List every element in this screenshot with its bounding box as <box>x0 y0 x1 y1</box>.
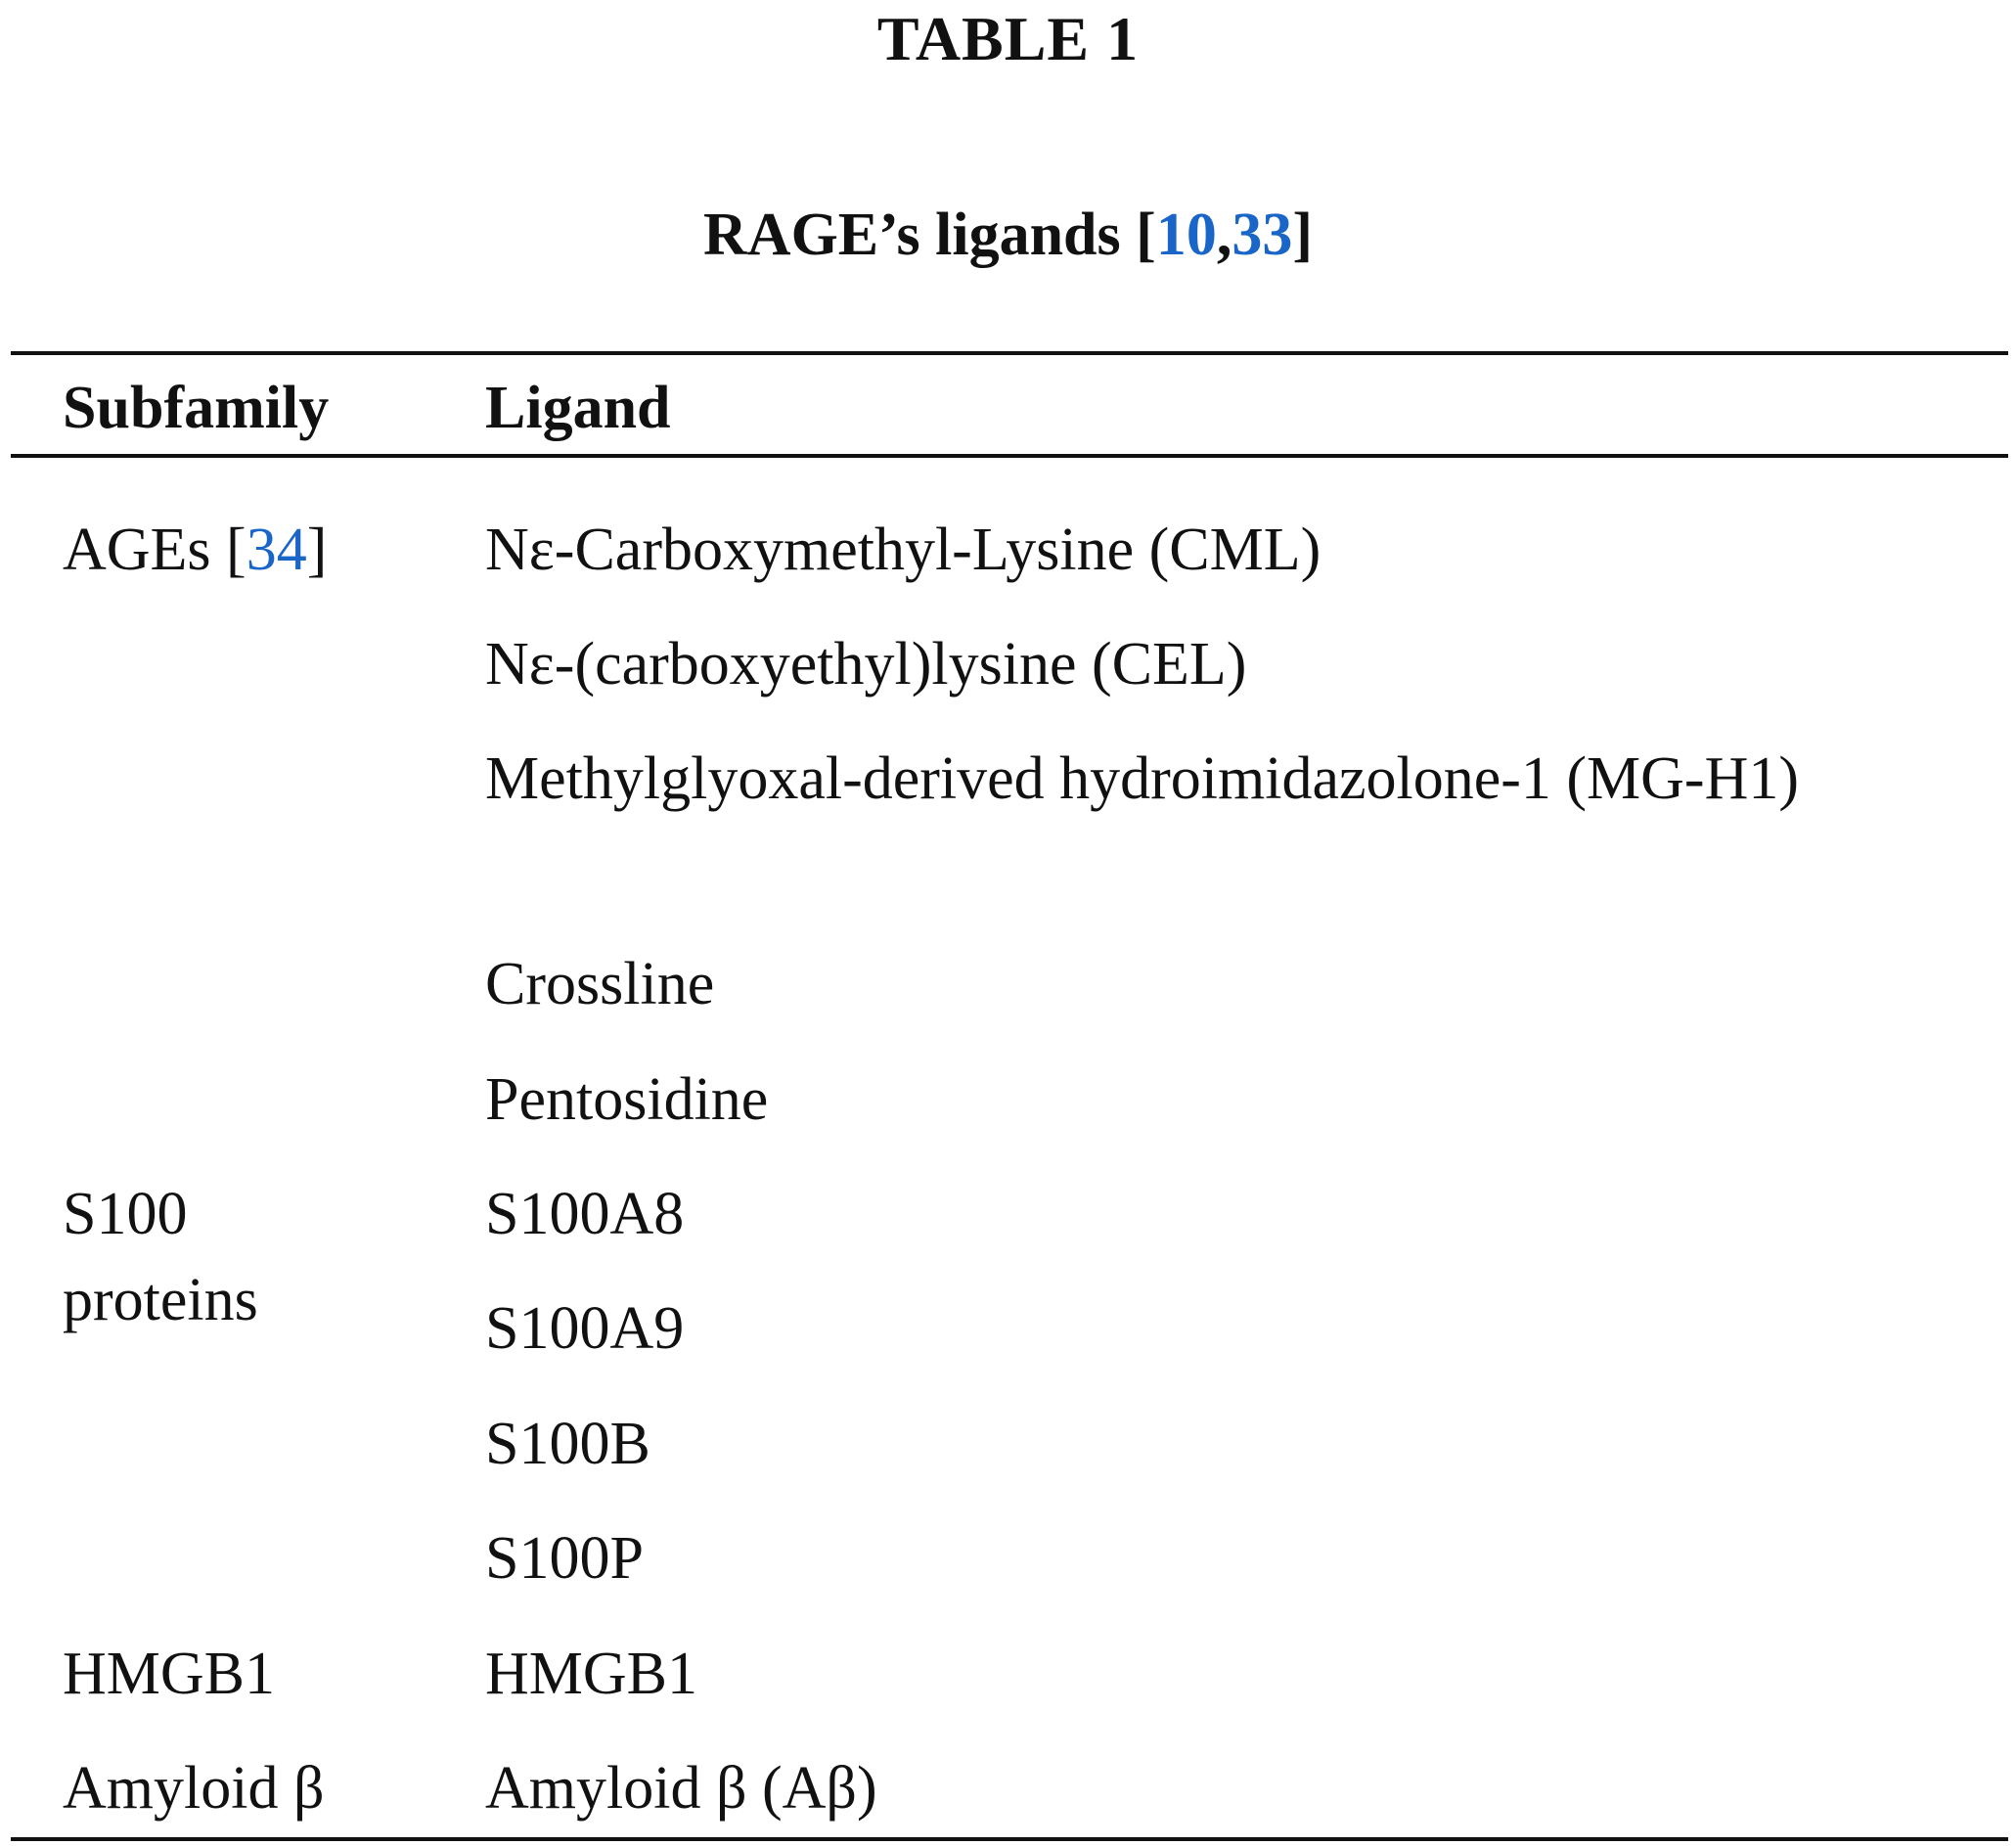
title-text: RAGE’s ligands [ <box>703 202 1156 268</box>
subfamily-amyloid: Amyloid β <box>63 1755 325 1822</box>
ligand-cml: Nε-Carboxymethyl-Lysine (CML) <box>485 517 1322 583</box>
ligand-s100a9: S100A9 <box>485 1295 685 1362</box>
citation-link-10[interactable]: 10 <box>1155 202 1217 268</box>
subfamily-s100: S100 proteins <box>63 1181 258 1333</box>
ligand-pentosidine: Pentosidine <box>485 1066 769 1133</box>
subfamily-ages-suffix: ] <box>306 517 328 583</box>
ligand-amyloid-beta: Amyloid β (Aβ) <box>485 1755 877 1822</box>
table-bottom-rule <box>11 1837 2008 1841</box>
ligand-mg-h1: Methylglyoxal-derived hydroimidazolone-1 (MG-H1) <box>485 745 1799 812</box>
table-header-rule <box>11 454 2008 458</box>
header-subfamily: Subfamily <box>63 375 330 441</box>
table-label: TABLE 1 <box>876 4 1140 73</box>
title-separator: , <box>1216 202 1232 268</box>
citation-link-34[interactable]: 34 <box>246 517 307 583</box>
subfamily-ages <box>63 507 327 593</box>
subfamily-ages-text: AGEs [ <box>63 517 246 583</box>
citation-link-33[interactable]: 33 <box>1232 202 1293 268</box>
ligand-s100b: S100B <box>485 1411 650 1477</box>
title-suffix: ] <box>1292 202 1313 268</box>
ligand-hmgb1: HMGB1 <box>485 1641 698 1707</box>
ligand-s100p: S100P <box>485 1525 644 1592</box>
ligand-cel: Nε-(carboxyethyl)lysine (CEL) <box>485 631 1247 698</box>
table-top-rule <box>11 351 2008 355</box>
table-title <box>0 191 2016 279</box>
subfamily-hmgb1: HMGB1 <box>63 1641 276 1707</box>
header-ligand: Ligand <box>485 375 671 441</box>
ligand-s100a8: S100A8 <box>485 1181 685 1247</box>
ligand-crossline: Crossline <box>485 951 715 1017</box>
